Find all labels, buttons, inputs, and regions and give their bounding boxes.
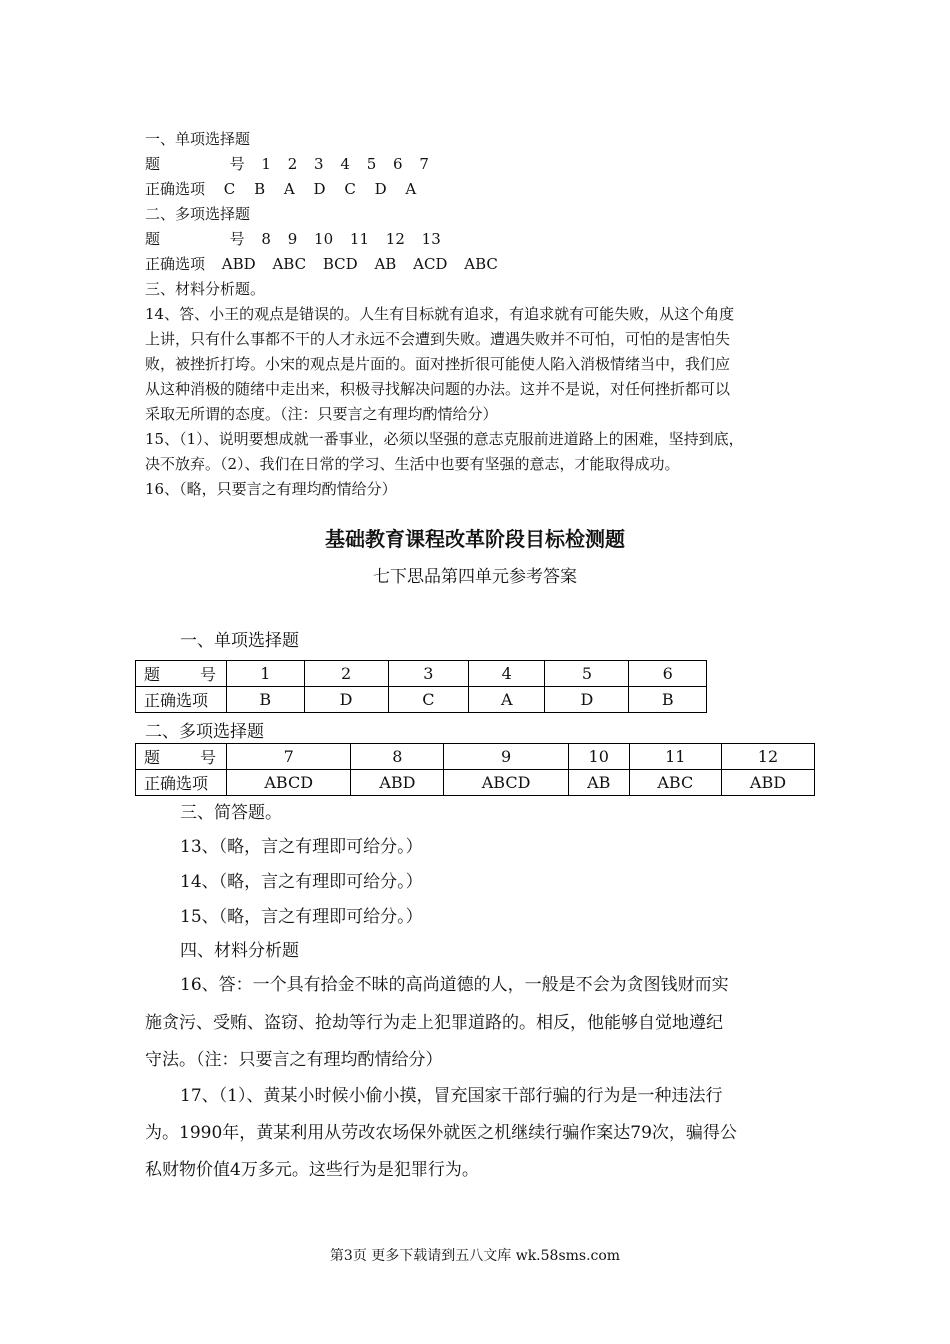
answer-cell: ABD (221, 255, 256, 273)
part2-sec1-title: 一、单项选择题 (180, 631, 299, 651)
number-cell: 6 (393, 155, 403, 173)
answer-cell: AB (374, 255, 397, 273)
table-row (136, 661, 707, 687)
part1-sec2-title: 二、多项选择题 (145, 205, 251, 223)
number-cell: 3 (314, 155, 324, 173)
number-cell: 2 (304, 661, 388, 687)
answer-label-cell: 正确选项 (136, 687, 227, 713)
part2-q16-line: 16、答：一个具有拾金不昧的高尚道德的人，一般是不会为贪图钱财而实 (180, 975, 729, 995)
number-cell: 5 (545, 661, 629, 687)
number-cell: 9 (287, 230, 298, 248)
number-cell: 4 (469, 661, 545, 687)
page-subtitle: 七下思品第四单元参考答案 (373, 567, 577, 587)
part1-sec3-title: 三、材料分析题。 (145, 280, 266, 298)
number-cell: 10 (568, 744, 629, 770)
answer-cell: D (545, 687, 629, 713)
number-cell: 3 (388, 661, 469, 687)
answer-cell: ABD (721, 770, 814, 796)
answer-cell: C (344, 180, 356, 198)
part2-q15: 15、（略，言之有理即可给分。） (180, 907, 423, 927)
answer-label-cell: 正确选项 (136, 770, 227, 796)
answer-cell: AB (568, 770, 629, 796)
answer-cell: A (469, 687, 545, 713)
multi-choice-table (135, 743, 815, 796)
number-cell: 6 (629, 661, 707, 687)
answer-cell: B (629, 687, 707, 713)
answer-cell: A (405, 180, 417, 198)
answer-cell: B (227, 687, 305, 713)
single-choice-table (135, 660, 707, 713)
answer-cell: D (374, 180, 387, 198)
number-cell: 12 (385, 230, 405, 248)
part2-q17-line: 17、（1）、黄某小时候小偷小摸，冒充国家干部行骗的行为是一种违法行 (180, 1086, 723, 1106)
part1-sec2-answer-row (145, 253, 498, 274)
number-cell: 8 (351, 744, 444, 770)
answer-cell: ABC (272, 255, 307, 273)
table-row (136, 687, 707, 713)
part1-sec1-number-row (145, 153, 429, 174)
part1-q14-line: 采取无所谓的态度。（注：只要言之有理均酌情给分） (145, 405, 498, 423)
number-cell: 11 (349, 230, 369, 248)
number-cell: 10 (314, 230, 334, 248)
part1-sec1-title: 一、单项选择题 (145, 130, 251, 148)
answer-cell: ACD (413, 255, 448, 273)
answer-cell: B (254, 180, 266, 198)
number-cell: 13 (421, 230, 441, 248)
answer-cell: C (388, 687, 469, 713)
part1-sec2-number-row (145, 228, 441, 249)
number-cell: 7 (419, 155, 429, 173)
answer-cell: ABC (629, 770, 721, 796)
part2-q14: 14、（略，言之有理即可给分。） (180, 872, 423, 892)
table-header-cell: 题 号 (136, 661, 227, 687)
answer-cell: ABCD (227, 770, 351, 796)
answer-cell: BCD (322, 255, 358, 273)
answer-cell: D (313, 180, 326, 198)
page-title: 基础教育课程改革阶段目标检测题 (325, 527, 625, 551)
part1-q16-line: 16、（略，只要言之有理均酌情给分） (145, 480, 397, 498)
number-label-b: 号 (229, 155, 245, 173)
answer-cell: C (223, 180, 236, 198)
table-row (136, 770, 815, 796)
number-cell: 4 (340, 155, 350, 173)
number-label-a: 题 (145, 155, 161, 173)
number-cell: 12 (721, 744, 814, 770)
part1-q14-line: 从这种消极的随绪中走出来，积极寻找解决问题的办法。这并不是说，对任何挫折都可以 (145, 380, 731, 398)
answer-cell: ABD (351, 770, 444, 796)
number-cell: 2 (287, 155, 298, 173)
part1-q14-line: 14、答、小王的观点是错误的。人生有目标就有追求，有追求就有可能失败，从这个角度 (145, 305, 735, 323)
part1-sec1-answer-row (145, 178, 416, 199)
part2-q13: 13、（略，言之有理即可给分。） (180, 837, 423, 857)
table-row (136, 744, 815, 770)
number-cell: 11 (629, 744, 721, 770)
part2-q17-line: 私财物价值4万多元。这些行为是犯罪行为。 (145, 1160, 479, 1180)
table-header-cell: 题 号 (136, 744, 227, 770)
part2-q17-line: 为。1990年，黄某利用从劳改农场保外就医之机继续行骗作案达79次，骗得公 (145, 1123, 737, 1143)
number-cell: 9 (444, 744, 568, 770)
answer-cell: ABCD (444, 770, 568, 796)
number-label-a: 题 (145, 230, 161, 248)
part2-q16-line: 施贪污、受贿、盗窃、抢劫等行为走上犯罪道路的。相反，他能够自觉地遵纪 (145, 1013, 723, 1033)
part1-q15-line: 15、（1）、说明要想成就一番事业，必须以坚强的意志克服前进道路上的困难，坚持到底， (145, 430, 744, 448)
answer-label: 正确选项 (145, 180, 206, 198)
part1-q15-line: 决不放弃。（2）、我们在日常的学习、生活中也要有坚强的意志，才能取得成功。 (145, 455, 680, 473)
part2-sec4-title: 四、材料分析题 (180, 941, 299, 961)
number-label-b: 号 (229, 230, 245, 248)
answer-cell: A (283, 180, 295, 198)
number-cell: 8 (261, 230, 271, 248)
number-cell: 7 (227, 744, 351, 770)
page-footer: 第3页 更多下载请到五八文库 wk.58sms.com (329, 1248, 621, 1264)
answer-cell: ABC (464, 255, 498, 273)
part2-sec2-title: 二、多项选择题 (145, 722, 264, 742)
part1-q14-line: 败，被挫折打垮。小宋的观点是片面的。面对挫折很可能使人陷入消极情绪当中，我们应 (145, 355, 731, 373)
answer-cell: D (304, 687, 388, 713)
part2-sec3-title: 三、简答题。 (180, 803, 282, 823)
number-cell: 5 (366, 155, 377, 173)
part1-q14-line: 上讲，只有什么事都不干的人才永远不会遭到失败。遭遇失败并不可怕，可怕的是害怕失 (145, 330, 731, 348)
number-cell: 1 (227, 661, 305, 687)
answer-label: 正确选项 (145, 255, 206, 273)
part2-q16-line: 守法。（注：只要言之有理均酌情给分） (145, 1050, 443, 1070)
number-cell: 1 (261, 155, 271, 173)
